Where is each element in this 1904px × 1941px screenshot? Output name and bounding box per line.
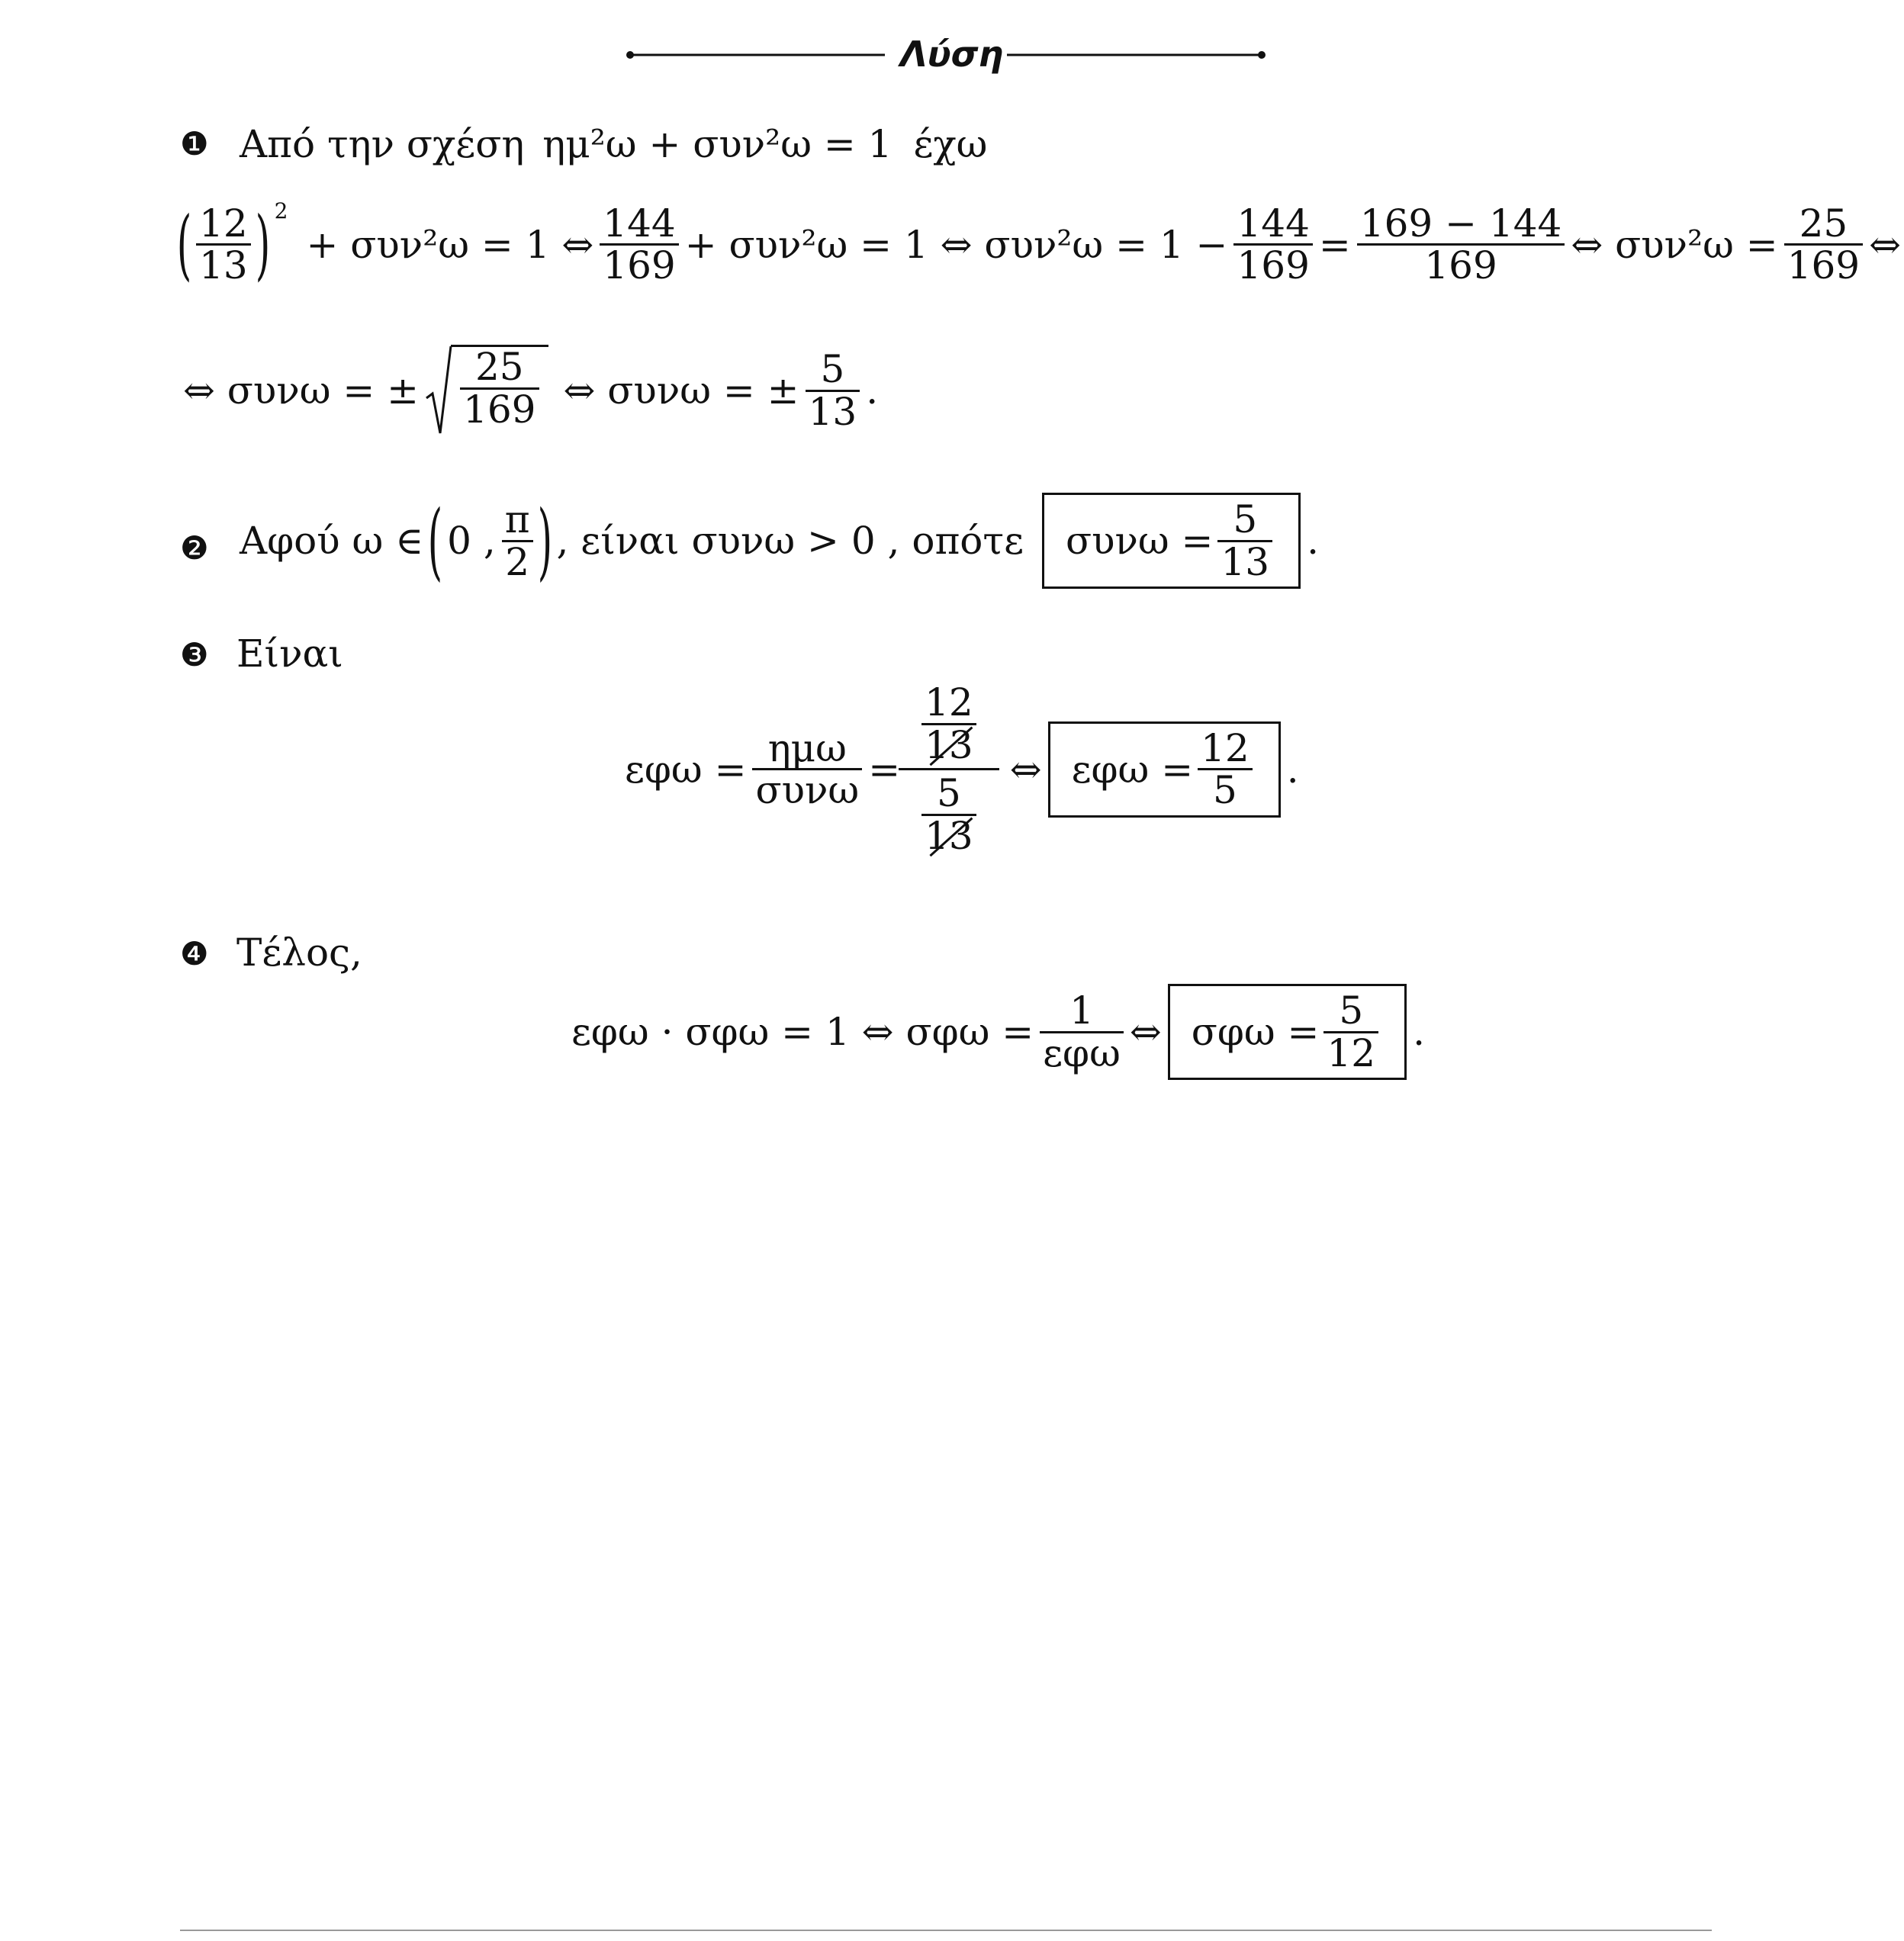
step1-identity: ημ²ω + συν²ω = 1: [542, 122, 892, 166]
denominator: 169: [603, 243, 676, 288]
eq-text-3: =: [1318, 222, 1351, 267]
equals: =: [868, 747, 901, 792]
step2-line: [236, 492, 1322, 590]
numerator: 5: [820, 347, 845, 391]
step1-equation-line2: [180, 345, 881, 436]
numerator: 25: [474, 345, 524, 389]
eq2-text-3: .: [866, 368, 879, 413]
step4-end: .: [1413, 1010, 1425, 1054]
numerator: 25: [1799, 201, 1848, 246]
eq-text-1: + συν²ω = 1 ⇔: [306, 222, 594, 267]
cancelled-denominator: 13: [921, 816, 976, 856]
denominator: 169: [1237, 243, 1310, 288]
step1-equation-line1: [175, 200, 1904, 289]
step3-equation: [622, 680, 1302, 858]
fraction-5-12-boxed: [1323, 988, 1378, 1075]
footer-rule: [180, 1930, 1712, 1931]
fraction-144-169-b: [1233, 201, 1312, 288]
numerator: 1: [1069, 988, 1094, 1033]
step2-end: .: [1307, 519, 1319, 563]
denominator: 5: [1213, 768, 1237, 812]
step2-bullet: ❷: [180, 529, 209, 567]
result-box-tan: [1048, 721, 1281, 818]
result-box-cos: [1042, 493, 1301, 589]
main-fraction-bar: [899, 768, 999, 770]
step4-bullet: ❹: [180, 935, 209, 972]
numerator: 5: [1233, 497, 1258, 541]
paren-right: ): [255, 200, 270, 289]
step4-text: Τέλος,: [236, 930, 362, 975]
step3-text: Είναι: [236, 631, 343, 676]
fraction-5-13: [806, 349, 860, 432]
fraction-5-13-boxed: [1217, 497, 1272, 584]
numerator: π: [504, 497, 530, 541]
fraction-25-169: [1784, 201, 1863, 288]
denominator: 13: [199, 243, 248, 288]
step3-end: .: [1286, 747, 1299, 792]
header-rule-left: [626, 50, 885, 59]
interval-paren-right: ): [537, 492, 552, 590]
eq-text-4: ⇔ συν²ω =: [1571, 222, 1778, 267]
step3-bullet: ❸: [180, 636, 209, 673]
cot-lhs: εφω · σφω = 1 ⇔ σφω =: [571, 1010, 1034, 1054]
numerator: 144: [603, 201, 676, 246]
fraction-1-tan: [1040, 988, 1124, 1075]
box-lhs: εφω =: [1071, 747, 1194, 792]
radicand: [451, 345, 548, 436]
box-lhs: σφω =: [1191, 1010, 1320, 1054]
numerator: 144: [1237, 201, 1310, 246]
iff: ⇔: [1129, 1010, 1162, 1054]
upper-fraction: [918, 680, 979, 767]
fraction-25-169-root: [460, 347, 539, 436]
fraction-pi-2: [502, 497, 533, 584]
numerator: 5: [1339, 988, 1364, 1033]
denominator: 13: [808, 389, 857, 434]
fraction-12-13: [196, 201, 251, 288]
denominator: 2: [505, 539, 530, 584]
numerator: 12: [199, 201, 248, 246]
step2-mid: , είναι συνω > 0 , οπότε: [556, 519, 1024, 563]
fraction-sin-cos: [752, 725, 862, 812]
header: [626, 31, 1266, 76]
eq-text-5: ⇔: [1869, 222, 1902, 267]
step1-heading: [236, 122, 990, 166]
square-root: [425, 345, 548, 436]
numerator: ημω: [767, 725, 847, 770]
numerator: 5: [937, 771, 961, 815]
step2-text: Αφού ω ∈: [240, 519, 424, 563]
tan-lhs: εφω =: [625, 747, 747, 792]
numerator: 169 − 144: [1359, 201, 1562, 246]
eq2-text-2: ⇔ συνω = ±: [563, 368, 799, 413]
lower-fraction: [918, 773, 979, 856]
header-title: Λύση: [900, 34, 1004, 75]
paren-left: (: [176, 200, 192, 289]
result-box-cot: [1168, 984, 1407, 1080]
exponent: 2: [274, 198, 288, 223]
denominator: 169: [463, 387, 536, 432]
denominator: εφω: [1043, 1030, 1121, 1075]
denominator: 13: [1221, 539, 1270, 584]
denominator: 12: [1327, 1030, 1376, 1075]
step4-equation: [568, 984, 1428, 1080]
numerator: 12: [925, 680, 973, 725]
eq-text-2: + συν²ω = 1 ⇔ συν²ω = 1 −: [684, 222, 1228, 267]
box-lhs: συνω =: [1065, 519, 1214, 563]
cancelled-denominator: 13: [921, 725, 976, 766]
interval-paren-left: (: [427, 492, 443, 590]
iff: ⇔: [1009, 747, 1042, 792]
step1-after: έχω: [913, 122, 988, 166]
fraction-diff-169: [1357, 201, 1565, 288]
denominator: συνω: [755, 768, 860, 812]
eq2-text-1: ⇔ συνω = ±: [183, 368, 420, 413]
denominator: 169: [1424, 243, 1497, 288]
compound-fraction: [914, 680, 984, 858]
radical-sign: [425, 345, 452, 436]
fraction-12-5-boxed: [1198, 725, 1253, 812]
numerator: 12: [1201, 725, 1250, 770]
denominator: 169: [1787, 243, 1861, 288]
header-rule-right: [1007, 50, 1266, 59]
fraction-144-169: [600, 201, 678, 288]
interval-start: 0 ,: [447, 519, 496, 563]
step1-bullet: ❶: [180, 125, 209, 162]
step1-text: Από την σχέση: [240, 122, 525, 166]
